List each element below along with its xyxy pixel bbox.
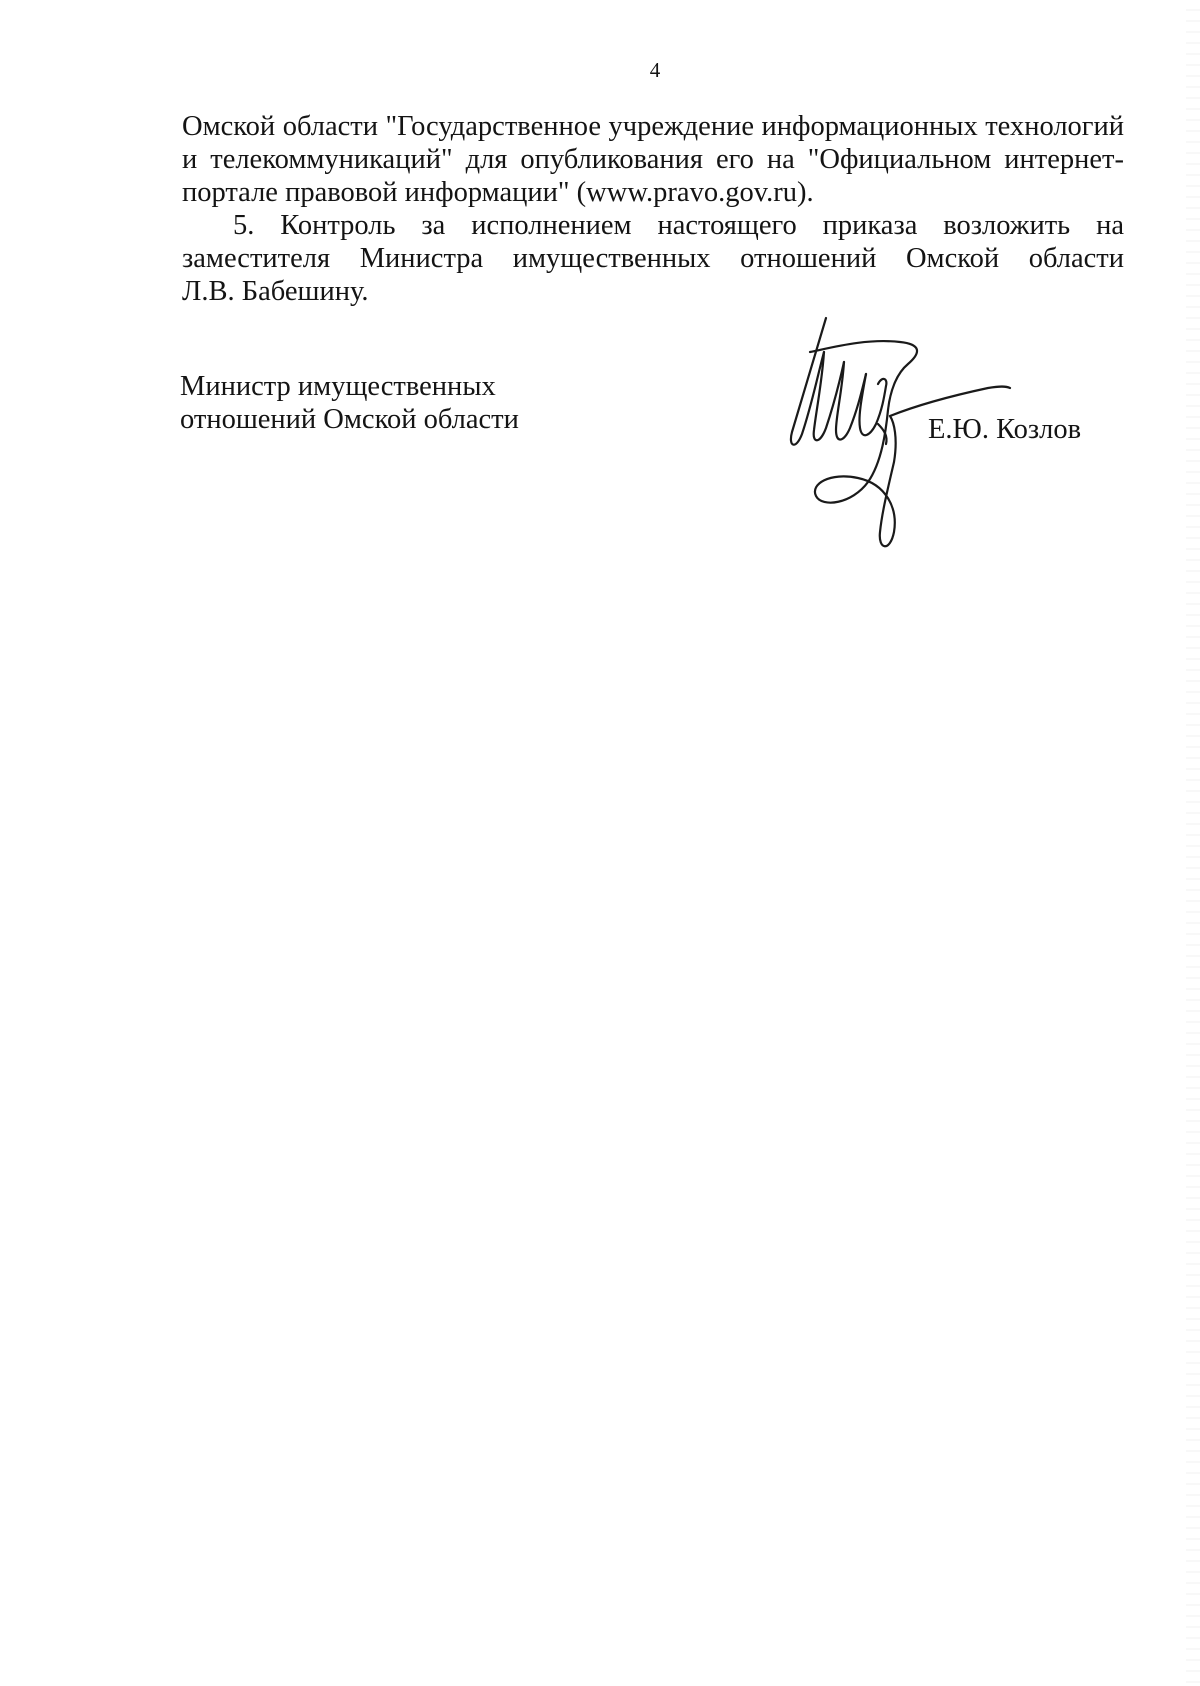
paragraph-5-line: Л.В. Бабешину.	[182, 276, 369, 307]
scan-edge-artifact	[1186, 0, 1200, 1686]
signatory-position	[180, 370, 519, 436]
document-body	[182, 110, 1124, 308]
signatory-position-line: отношений Омской области	[180, 404, 519, 435]
signatory-position-line: Министр имущественных	[180, 371, 496, 402]
body-line: портале правовой информации" (www.pravo.gov.ru).	[182, 177, 814, 208]
body-line: Омской области "Государственное учреждение информационных технологий	[182, 111, 1124, 142]
signatory-name: Е.Ю. Козлов	[928, 414, 1082, 445]
page-number: 4	[649, 58, 661, 82]
paragraph-5-line: заместителя Министра имущественных отношений Омской области	[182, 243, 1124, 274]
body-line: и телекоммуникаций" для опубликования его на "Официальном интернет-	[182, 144, 1124, 175]
paragraph-5-line: 5. Контроль за исполнением настоящего приказа возложить на	[233, 210, 1124, 241]
